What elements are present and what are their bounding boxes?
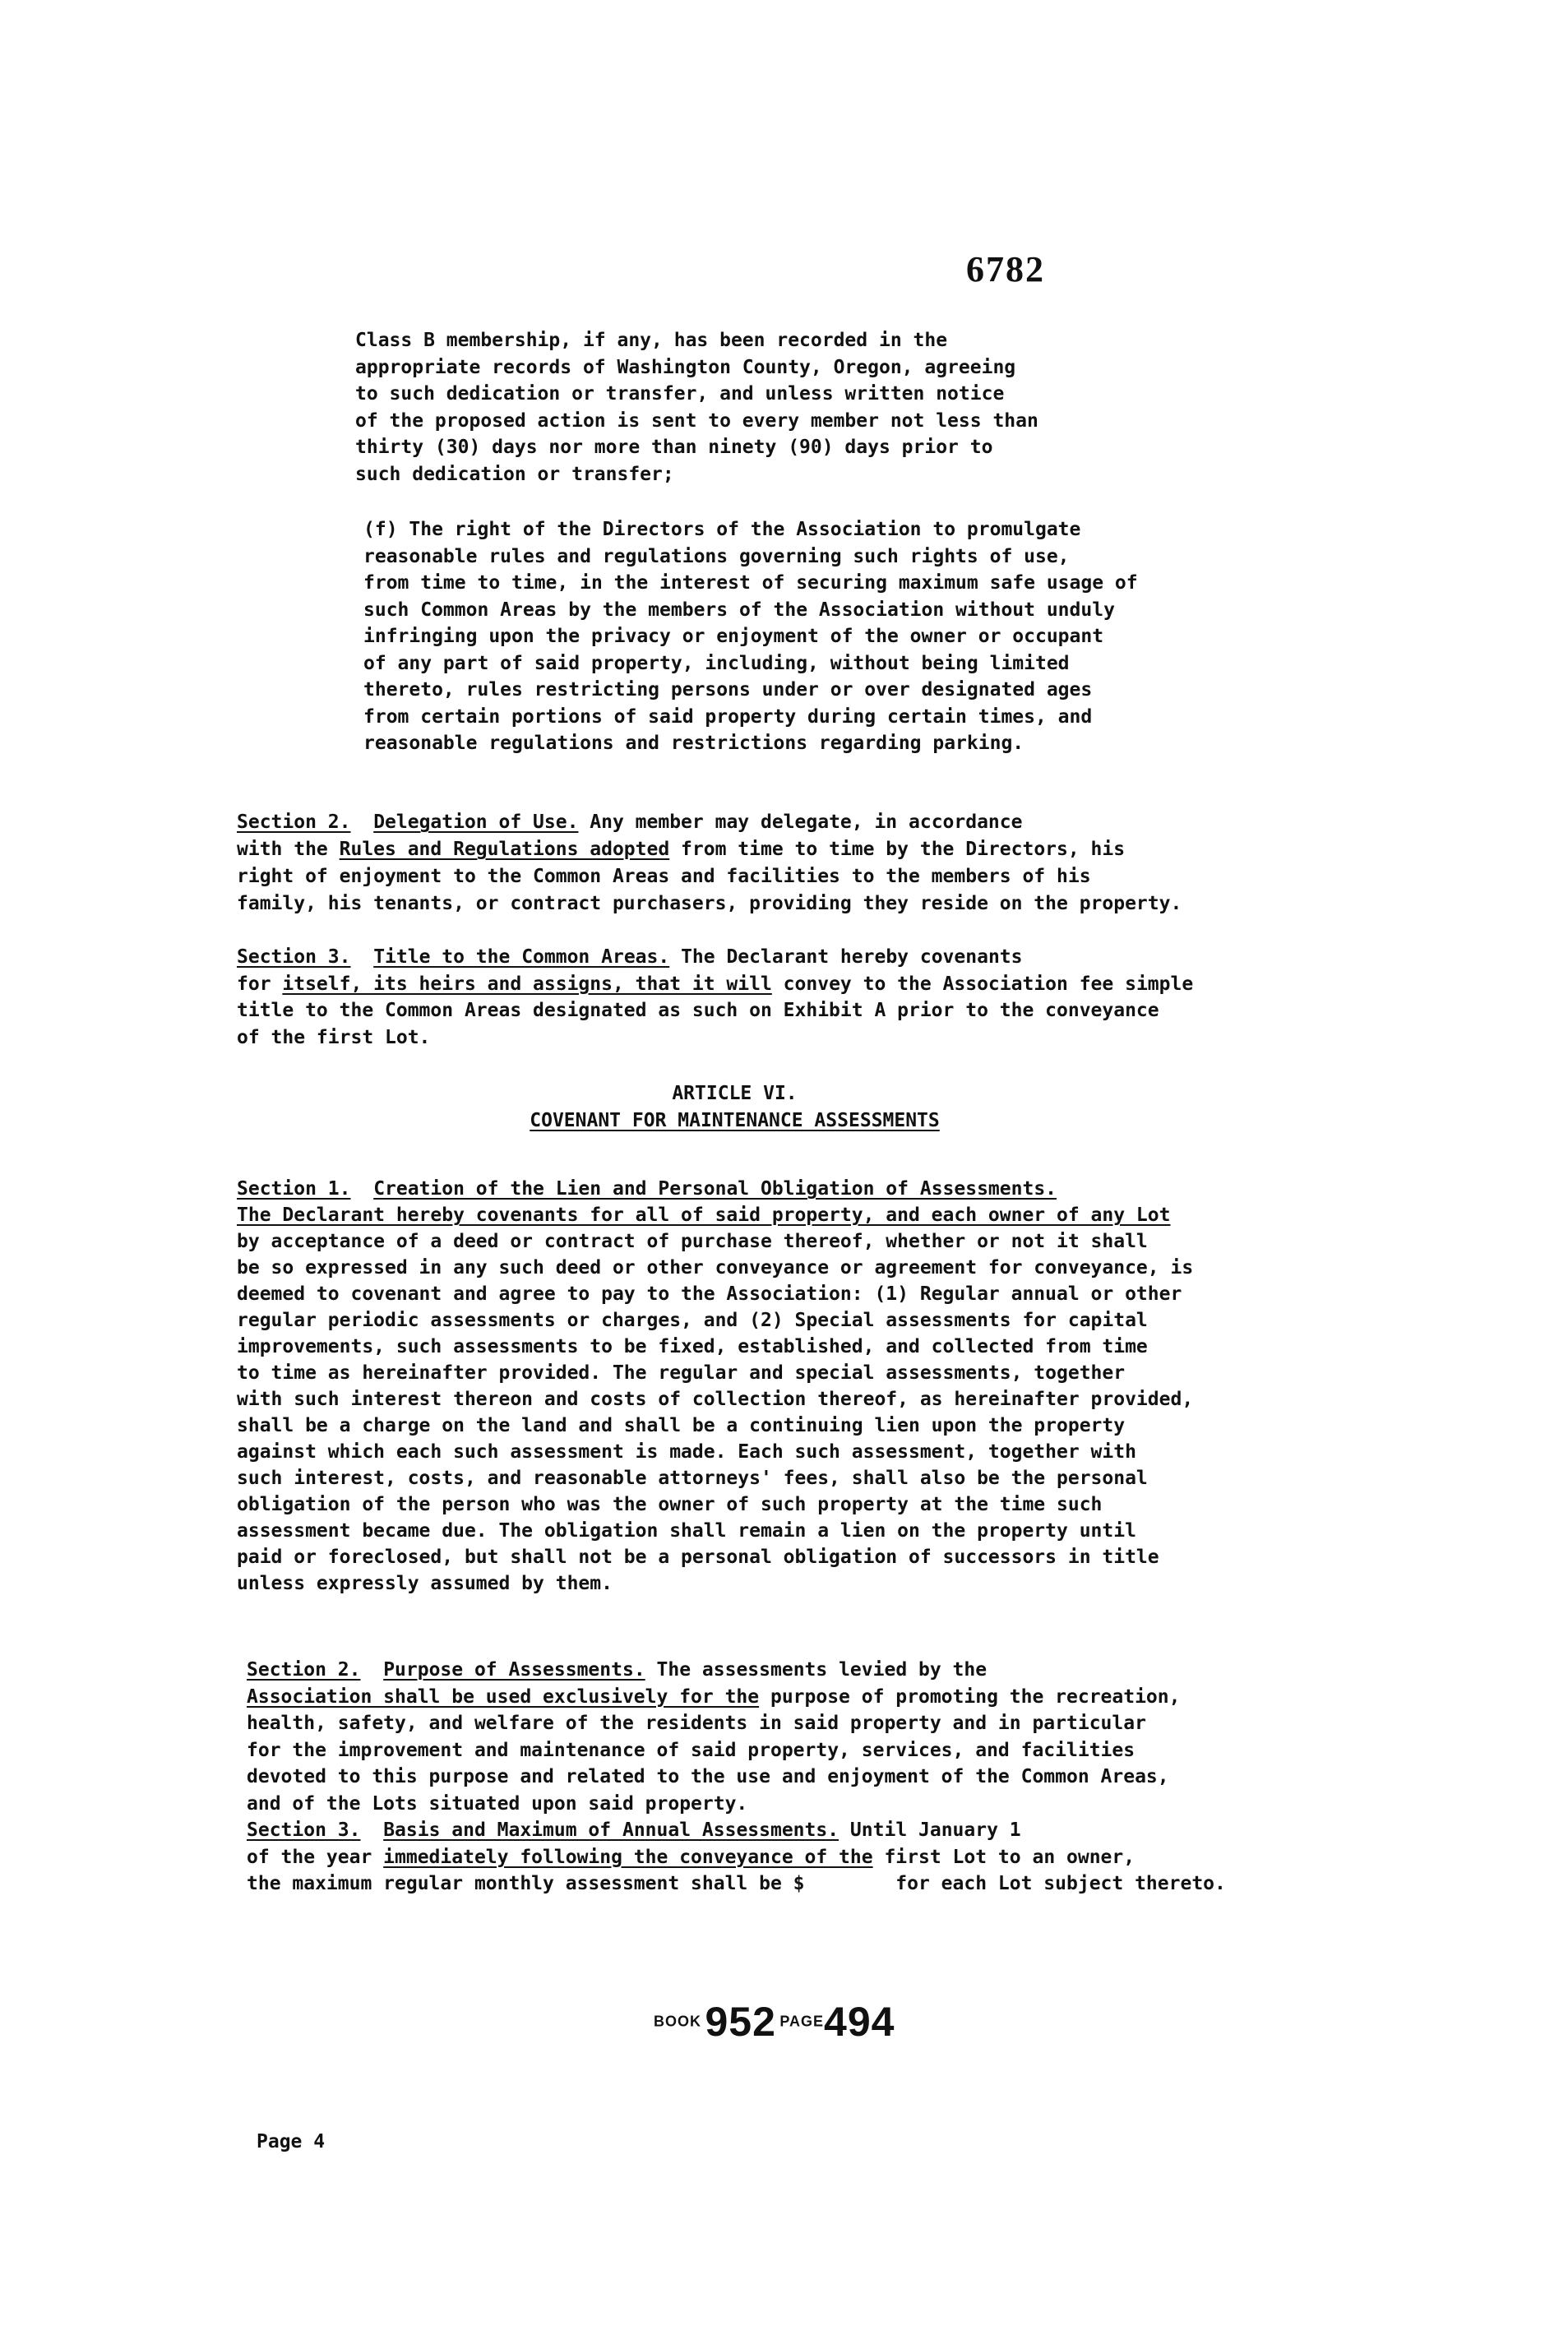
book-label: BOOK — [654, 2013, 701, 2030]
section-lead-text: The assessments levied by the — [656, 1659, 988, 1681]
document-number: 6782 — [966, 249, 1045, 289]
section-lead-text: The Declarant hereby covenants for — [237, 946, 1023, 995]
page-number: 494 — [824, 1999, 895, 2045]
underlined-text: Association shall be used exclusively for the — [247, 1685, 760, 1708]
section-body-text: from time to time by the Directors, his right of enjoyment to the Common Areas and facilities to the members of his family, his tenants, or contract purchasers, providing they reside on the property. — [237, 839, 1182, 914]
section-number: Section 3. — [247, 1819, 361, 1841]
article-number: ARTICLE VI. — [672, 1083, 798, 1104]
section-3-basis-and-maximum — [247, 1817, 1381, 1898]
section-lead-text: Any member may delegate, in accordance with the — [237, 811, 1023, 860]
article-title: COVENANT FOR MAINTENANCE ASSESSMENTS — [530, 1110, 940, 1131]
page-label: PAGE — [779, 2013, 825, 2030]
section-number: Section 2. — [237, 811, 351, 833]
underlined-text: Rules and Regulations adopted — [339, 839, 670, 860]
underlined-text: The Declarant hereby covenants for all of said property, and each owner of any Lot — [237, 1204, 1171, 1226]
section-heading: Delegation of Use. — [373, 811, 579, 833]
paragraph-rules-and-regulations: (f) The right of the Directors of the Association to promulgate reasonable rules and regulations governing such rights of use, from time to time, in the interest of securing maximum safe usage of such Common Areas by the members of the Association without unduly infringing upon the privacy or enjoyment of the owner or occupant of any part of said property, including, without being limited thereto, rules restricting persons under or over designated ages from certain portions of said property during certain times, and reasonable regulations and restrictions regarding parking. — [363, 519, 1138, 754]
section-body-text: convey to the Association fee simple title to the Common Areas designated as such on Exhibit A prior to the conveyance of the first Lot. — [237, 973, 1194, 1048]
section-lead-text: Until January 1 of the year — [247, 1819, 1021, 1868]
underlined-text: itself, its heirs and assigns, that it will — [282, 973, 772, 995]
section-heading: Purpose of Assessments. — [383, 1659, 645, 1681]
section-2-delegation-of-use — [237, 809, 1355, 918]
section-body-text: purpose of promoting the recreation, health, safety, and welfare of the residents in said property and in particular for the improvement and maintenance of said property, services, and facilities devoted to this purpose and related to the use and enjoyment of the Common Areas, and of the Lots situated upon said property. — [247, 1685, 1181, 1815]
paragraph-class-b-membership: Class B membership, if any, has been recorded in the appropriate records of Washington County, Oregon, agreeing to such dedication or transfer, and unless written notice of the proposed action is sent to every member not less than thirty (30) days nor more than ninety (90) days prior to such dedication or transfer; — [355, 330, 1038, 485]
book-page-stamp — [654, 1998, 895, 2046]
section-heading: Creation of the Lien and Personal Obligation of Assessments. — [373, 1178, 1057, 1200]
section-3-title-to-common-areas — [237, 944, 1355, 1051]
section-body-text: by acceptance of a deed or contract of purchase thereof, whether or not it shall be so expressed in any such deed or other conveyance or agreement for conveyance, is deemed to covenant and agree to pay to the Association: (1) Regular annual or other regular periodic assessments or charges, and (2) Special assessments for capital improvements, such assessments to be fixed, established, and collected from time to time as hereinafter provided. The regular and special assessments, together with such interest thereon and costs of collection thereof, as hereinafter provided, shall be a charge on the land and shall be a continuing lien upon the property against which each such assessment is made. Each such assessment, together with such interest, costs, and reasonable attorneys' fees, shall also be the personal obligation of the person who was the owner of such property at the time such assessment became due. The obligation shall remain a lien on the property until paid or foreclosed, but shall not be a personal obligation of successors in title unless expressly assumed by them. — [237, 1231, 1194, 1594]
section-number: Section 1. — [237, 1178, 351, 1200]
underlined-text: immediately following the conveyance of the — [383, 1846, 873, 1868]
section-body-text: first Lot to an owner, the maximum regular monthly assessment shall be $ for each Lot subject thereto. — [247, 1846, 1226, 1894]
section-1-creation-of-lien — [237, 1176, 1355, 1597]
section-heading: Title to the Common Areas. — [373, 946, 670, 968]
section-number: Section 3. — [237, 946, 351, 968]
book-number: 952 — [705, 1999, 776, 2045]
section-number: Section 2. — [247, 1659, 361, 1681]
section-2-purpose-of-assessments — [247, 1657, 1365, 1817]
section-heading: Basis and Maximum of Annual Assessments. — [383, 1819, 840, 1841]
page-footer: Page 4 — [257, 2131, 326, 2152]
